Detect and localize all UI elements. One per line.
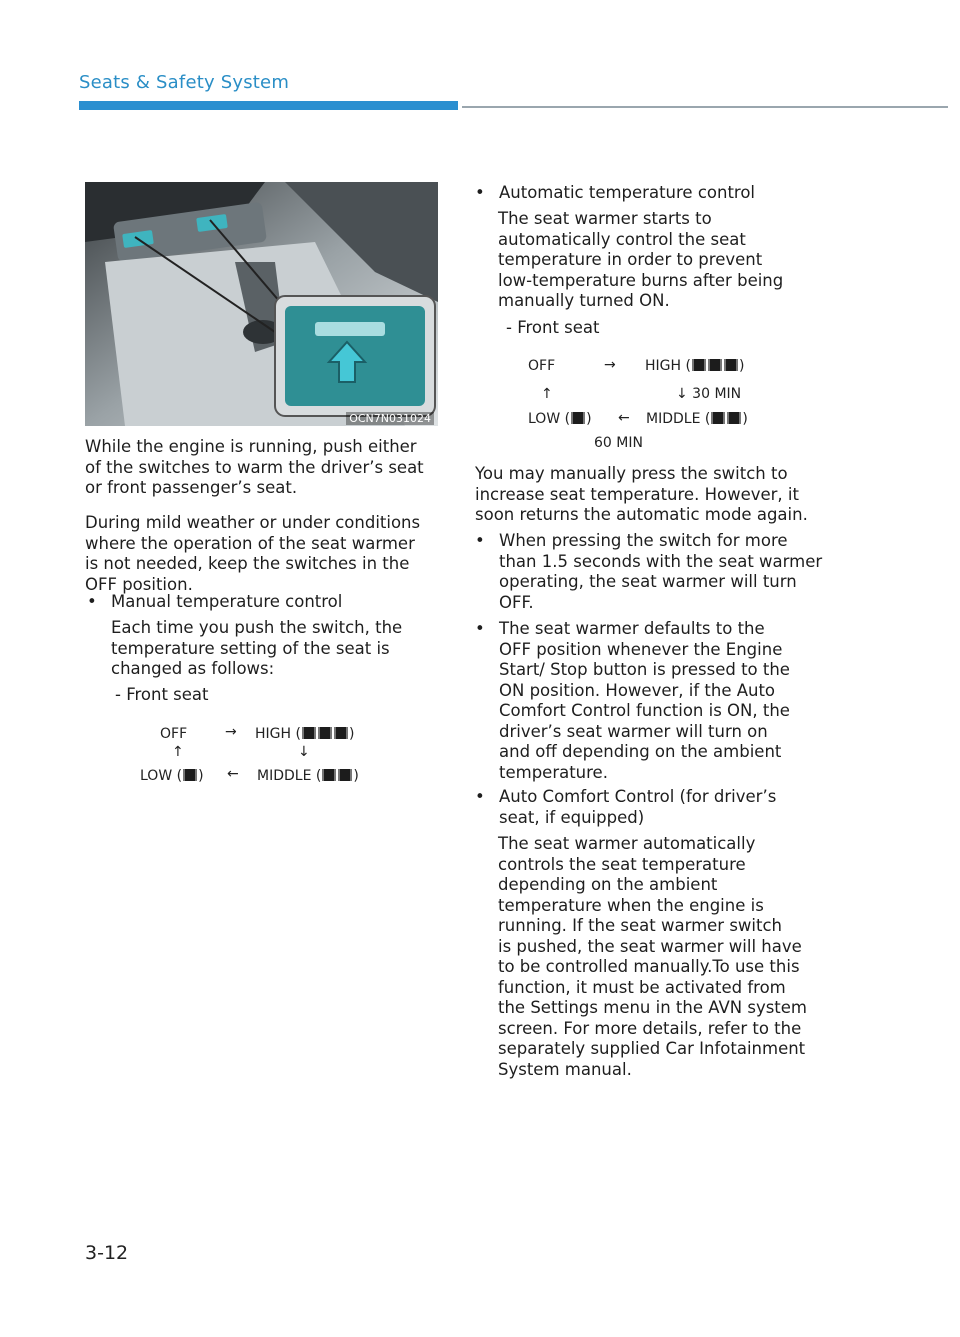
heat-bar-icon: [334, 727, 348, 739]
heat-bar-icon: [183, 769, 197, 781]
state-high: HIGH ( ): [255, 726, 355, 742]
console-photo: [85, 182, 438, 426]
heat-bar-icon: [571, 412, 585, 424]
manual-control-body: Each time you push the switch, the temperature setting of the seat is changed as follows:: [111, 618, 403, 678]
arrow-down-30-min: ↓ 30 MIN: [676, 386, 742, 402]
console-illustration: [85, 182, 438, 426]
paragraph-manual-press: You may manually press the switch to increase seat temperature. However, it soon returns the automatic mode again.: [475, 464, 808, 524]
heat-bar-icon: [338, 769, 352, 781]
state-low: LOW ( ): [140, 768, 204, 784]
auto-comfort-body: The seat warmer automatically controls the seat temperature depending on the ambient temperature when the engine is running. If the seat warmer switch is pushed, the seat warmer will have to be controlled manually.To use this function, it must be activated from the Settings menu in the AVN system screen. For more details, refer to the separately supplied Car Infotainment System manual.: [498, 834, 807, 1079]
state-low: LOW ( ): [528, 411, 592, 427]
heat-bar-icon: [727, 412, 741, 424]
arrow-left: ←: [618, 410, 630, 426]
heat-bar-icon: [318, 727, 332, 739]
state-off: OFF: [160, 726, 188, 742]
automatic-control-body: The seat warmer starts to automatically control the seat temperature in order to prevent low-temperature burns after being manually turned ON.: [498, 209, 784, 310]
state-high: HIGH ( ): [645, 358, 745, 374]
figure-code: OCN7N031024: [346, 412, 434, 425]
label-60-min: 60 MIN: [594, 435, 643, 451]
auto-front-seat-label: - Front seat: [506, 318, 600, 337]
section-title: Seats & Safety System: [79, 72, 290, 93]
paragraph-engine-running: While the engine is running, push either of the switches to warm the driver’s seat or front passenger’s seat.: [85, 437, 424, 497]
heat-bar-icon: [692, 359, 706, 371]
arrow-down: ↓: [298, 744, 310, 760]
paragraph-mild-weather: During mild weather or under conditions where the operation of the seat warmer is not needed, keep the switches in the OFF position.: [85, 513, 421, 594]
state-off: OFF: [528, 358, 556, 374]
state-middle: MIDDLE ( ): [257, 768, 359, 784]
heat-bar-icon: [708, 359, 722, 371]
heat-bar-icon: [711, 412, 725, 424]
heat-bar-icon: [302, 727, 316, 739]
state-middle: MIDDLE ( ): [646, 411, 748, 427]
header-rule: [462, 106, 948, 108]
manual-front-seat-label: - Front seat: [115, 685, 209, 704]
header-rule-accent: [79, 101, 458, 110]
arrow-right: →: [225, 724, 237, 740]
arrow-left: ←: [227, 766, 239, 782]
arrow-up: ↑: [541, 386, 553, 402]
page-number: 3-12: [85, 1242, 129, 1264]
arrow-up: ↑: [172, 744, 184, 760]
arrow-right: →: [604, 357, 616, 373]
heat-bar-icon: [724, 359, 738, 371]
heat-bar-icon: [322, 769, 336, 781]
